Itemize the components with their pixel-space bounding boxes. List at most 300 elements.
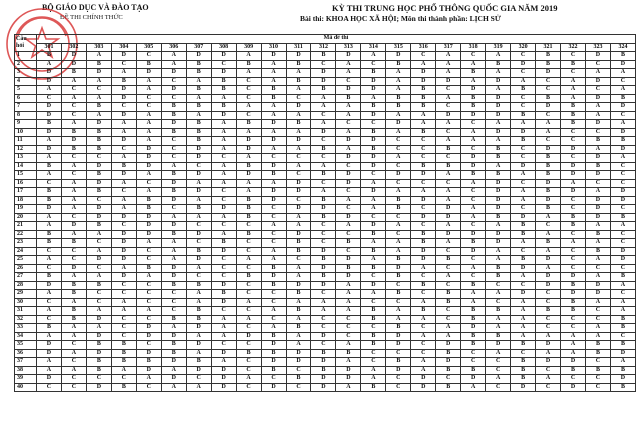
official-exam-label: ĐỀ THI CHÍNH THỨC xyxy=(60,14,123,21)
answer-cell: A xyxy=(336,128,361,137)
answer-cell: B xyxy=(111,358,136,367)
answer-cell: A xyxy=(136,239,161,248)
answer-cell: D xyxy=(411,375,436,384)
answer-cell: C xyxy=(311,341,336,350)
answer-cell: A xyxy=(486,86,511,95)
answer-cell: B xyxy=(486,264,511,273)
answer-cell: A xyxy=(336,60,361,69)
answer-cell: B xyxy=(136,196,161,205)
answer-cell: C xyxy=(236,111,261,120)
answer-cell: B xyxy=(161,128,186,137)
exam-code-309: 309 xyxy=(236,43,261,52)
answer-cell: D xyxy=(286,230,311,239)
answer-cell: C xyxy=(161,145,186,154)
answer-cell: B xyxy=(336,94,361,103)
answer-cell: A xyxy=(61,196,86,205)
answer-cell: A xyxy=(211,145,236,154)
answer-cell: D xyxy=(461,375,486,384)
answer-cell: D xyxy=(386,332,411,341)
answer-cell: A xyxy=(211,120,236,129)
answer-cell: B xyxy=(461,332,486,341)
answer-cell: A xyxy=(261,77,286,86)
answer-cell: B xyxy=(386,324,411,333)
answer-cell: A xyxy=(386,307,411,316)
answer-cell: A xyxy=(461,179,486,188)
answer-cell: C xyxy=(111,188,136,197)
answer-cell: B xyxy=(311,196,336,205)
answer-cell: C xyxy=(585,375,610,384)
answer-cell: D xyxy=(461,154,486,163)
answer-cell: B xyxy=(436,349,461,358)
answer-cell: C xyxy=(86,264,111,273)
question-number: 32 xyxy=(15,315,37,324)
answer-cell: D xyxy=(361,137,386,146)
answer-cell: A xyxy=(286,128,311,137)
answer-cell: B xyxy=(336,239,361,248)
question-number: 4 xyxy=(15,77,37,86)
answer-cell: D xyxy=(86,383,111,392)
answer-cell: B xyxy=(486,171,511,180)
answer-cell: D xyxy=(585,205,610,214)
answer-cell: A xyxy=(536,349,561,358)
answer-cell: B xyxy=(461,366,486,375)
answer-cell: C xyxy=(361,120,386,129)
answer-cell: B xyxy=(561,222,586,231)
answer-cell: D xyxy=(37,111,62,120)
answer-cell: A xyxy=(161,383,186,392)
answer-cell: C xyxy=(436,307,461,316)
answer-cell: A xyxy=(136,375,161,384)
answer-cell: D xyxy=(161,69,186,78)
answer-cell: C xyxy=(61,111,86,120)
answer-cell: C xyxy=(386,162,411,171)
answer-cell: B xyxy=(286,77,311,86)
answer-cell: B xyxy=(111,341,136,350)
answer-cell: C xyxy=(361,358,386,367)
answer-cell: C xyxy=(386,179,411,188)
answer-cell: D xyxy=(486,196,511,205)
answer-cell: A xyxy=(61,230,86,239)
answer-cell: A xyxy=(585,69,610,78)
answer-cell: D xyxy=(461,86,486,95)
answer-cell: C xyxy=(311,111,336,120)
answer-cell: A xyxy=(311,120,336,129)
answer-cell: C xyxy=(486,383,511,392)
answer-cell: B xyxy=(461,239,486,248)
answer-cell: A xyxy=(336,103,361,112)
answer-cell: A xyxy=(436,120,461,129)
answer-cell: A xyxy=(186,298,211,307)
answer-cell: D xyxy=(186,171,211,180)
answer-cell: C xyxy=(336,188,361,197)
answer-cell: D xyxy=(336,52,361,61)
table-row xyxy=(15,298,636,307)
answer-cell: D xyxy=(136,349,161,358)
exam-title: KỲ THI TRUNG HỌC PHỔ THÔNG QUỐC GIA NĂM 2019 xyxy=(332,3,558,13)
answer-cell: A xyxy=(186,111,211,120)
answer-cell: D xyxy=(161,179,186,188)
answer-cell: D xyxy=(585,52,610,61)
answer-cell: B xyxy=(261,86,286,95)
answer-cell: B xyxy=(37,230,62,239)
answer-cell: C xyxy=(111,290,136,299)
answer-cell: A xyxy=(610,222,635,231)
answer-cell: D xyxy=(211,52,236,61)
answer-cell: C xyxy=(286,383,311,392)
answer-cell: A xyxy=(37,213,62,222)
answer-cell: B xyxy=(511,86,536,95)
answer-cell: B xyxy=(561,366,586,375)
answer-cell: C xyxy=(585,179,610,188)
answer-cell: B xyxy=(311,52,336,61)
answer-cell: C xyxy=(461,222,486,231)
answer-cell: B xyxy=(211,290,236,299)
answer-cell: C xyxy=(610,264,635,273)
answer-cell: D xyxy=(361,281,386,290)
answer-cell: A xyxy=(286,213,311,222)
answer-cell: A xyxy=(585,145,610,154)
answer-cell: B xyxy=(86,188,111,197)
answer-cell: B xyxy=(511,222,536,231)
question-number: 3 xyxy=(15,69,37,78)
answer-cell: C xyxy=(236,366,261,375)
answer-cell: C xyxy=(461,358,486,367)
question-number: 1 xyxy=(15,52,37,61)
answer-cell: D xyxy=(211,298,236,307)
answer-cell: A xyxy=(361,179,386,188)
answer-cell: A xyxy=(37,60,62,69)
answer-cell: C xyxy=(486,298,511,307)
answer-cell: D xyxy=(211,247,236,256)
answer-cell: C xyxy=(461,256,486,265)
ministry-title: BỘ GIÁO DỤC VÀ ĐÀO TẠO xyxy=(42,3,149,12)
answer-cell: C xyxy=(536,77,561,86)
answer-cell: C xyxy=(61,256,86,265)
answer-cell: B xyxy=(536,239,561,248)
answer-cell: A xyxy=(511,273,536,282)
answer-cell: D xyxy=(610,375,635,384)
question-number: 23 xyxy=(15,239,37,248)
answer-cell: A xyxy=(436,60,461,69)
answer-cell: A xyxy=(585,111,610,120)
answer-cell: D xyxy=(37,69,62,78)
answer-cell: C xyxy=(136,256,161,265)
answer-cell: C xyxy=(261,239,286,248)
answer-cell: B xyxy=(511,230,536,239)
answer-cell: B xyxy=(610,366,635,375)
answer-cell: A xyxy=(610,86,635,95)
answer-cell: B xyxy=(136,60,161,69)
answer-cell: A xyxy=(111,264,136,273)
answer-cell: A xyxy=(161,213,186,222)
answer-cell: B xyxy=(511,111,536,120)
answer-cell: C xyxy=(211,154,236,163)
answer-cell: A xyxy=(361,366,386,375)
answer-cell: A xyxy=(37,154,62,163)
answer-cell: C xyxy=(511,145,536,154)
answer-cell: D xyxy=(61,222,86,231)
answer-cell: A xyxy=(311,307,336,316)
answer-cell: D xyxy=(536,358,561,367)
answer-cell: A xyxy=(186,349,211,358)
answer-cell: B xyxy=(511,137,536,146)
answer-cell: D xyxy=(311,375,336,384)
answer-cell: C xyxy=(86,86,111,95)
answer-cell: D xyxy=(261,120,286,129)
answer-cell: D xyxy=(161,375,186,384)
answer-cell: D xyxy=(61,137,86,146)
answer-cell: C xyxy=(610,230,635,239)
answer-cell: C xyxy=(236,383,261,392)
answer-cell: C xyxy=(136,103,161,112)
answer-cell: A xyxy=(461,264,486,273)
answer-cell: A xyxy=(186,332,211,341)
answer-cell: C xyxy=(286,94,311,103)
answer-cell: D xyxy=(361,154,386,163)
answer-cell: A xyxy=(261,69,286,78)
answer-cell: B xyxy=(136,205,161,214)
answer-cell: A xyxy=(236,256,261,265)
answer-cell: C xyxy=(436,179,461,188)
answer-cell: D xyxy=(136,324,161,333)
answer-cell: C xyxy=(111,375,136,384)
question-number: 30 xyxy=(15,298,37,307)
question-number: 35 xyxy=(15,341,37,350)
question-number: 13 xyxy=(15,154,37,163)
question-number: 12 xyxy=(15,145,37,154)
answer-cell: A xyxy=(610,358,635,367)
answer-cell: A xyxy=(111,196,136,205)
answer-cell: A xyxy=(561,349,586,358)
exam-code-321: 321 xyxy=(536,43,561,52)
answer-cell: A xyxy=(561,332,586,341)
answer-cell: A xyxy=(286,315,311,324)
table-row xyxy=(15,239,636,248)
exam-code-324: 324 xyxy=(610,43,635,52)
answer-cell: D xyxy=(311,264,336,273)
answer-cell: A xyxy=(311,298,336,307)
answer-cell: C xyxy=(536,137,561,146)
answer-cell: C xyxy=(411,52,436,61)
answer-cell: C xyxy=(411,154,436,163)
answer-cell: C xyxy=(610,290,635,299)
answer-cell: A xyxy=(361,196,386,205)
answer-cell: A xyxy=(361,94,386,103)
answer-cell: D xyxy=(536,281,561,290)
answer-cell: A xyxy=(37,366,62,375)
answer-cell: A xyxy=(211,179,236,188)
answer-cell: D xyxy=(111,239,136,248)
answer-cell: C xyxy=(386,375,411,384)
answer-cell: B xyxy=(461,171,486,180)
table-row xyxy=(15,103,636,112)
answer-cell: B xyxy=(37,188,62,197)
answer-cell: C xyxy=(610,205,635,214)
answer-cell: C xyxy=(536,315,561,324)
answer-cell: A xyxy=(236,188,261,197)
answer-cell: D xyxy=(561,358,586,367)
answer-cell: B xyxy=(461,103,486,112)
table-row xyxy=(15,307,636,316)
answer-cell: D xyxy=(161,332,186,341)
answer-cell: A xyxy=(286,332,311,341)
answer-cell: C xyxy=(37,94,62,103)
answer-cell: D xyxy=(261,273,286,282)
answer-cell: B xyxy=(186,358,211,367)
answer-cell: D xyxy=(311,128,336,137)
answer-cell: C xyxy=(111,222,136,231)
answer-cell: C xyxy=(37,179,62,188)
answer-cell: A xyxy=(511,324,536,333)
answer-cell: D xyxy=(486,230,511,239)
answer-cell: B xyxy=(511,375,536,384)
answer-cell: B xyxy=(461,281,486,290)
answer-cell: B xyxy=(61,290,86,299)
answer-cell: A xyxy=(436,171,461,180)
answer-cell: D xyxy=(111,86,136,95)
answer-cell: D xyxy=(411,383,436,392)
answer-cell: D xyxy=(136,154,161,163)
answer-cell: D xyxy=(261,137,286,146)
answer-cell: D xyxy=(236,145,261,154)
answer-cell: A xyxy=(136,111,161,120)
answer-cell: A xyxy=(536,128,561,137)
answer-cell: C xyxy=(311,324,336,333)
table-row xyxy=(15,179,636,188)
question-number: 40 xyxy=(15,383,37,392)
answer-cell: A xyxy=(386,86,411,95)
answer-cell: D xyxy=(161,264,186,273)
table-row xyxy=(15,273,636,282)
answer-cell: B xyxy=(561,103,586,112)
answer-cell: C xyxy=(111,60,136,69)
answer-cell: D xyxy=(261,188,286,197)
table-row xyxy=(15,77,636,86)
answer-cell: D xyxy=(486,111,511,120)
table-row xyxy=(15,188,636,197)
answer-cell: C xyxy=(211,222,236,231)
answer-cell: B xyxy=(536,94,561,103)
question-number: 21 xyxy=(15,222,37,231)
answer-cell: C xyxy=(86,239,111,248)
answer-cell: A xyxy=(386,239,411,248)
answer-cell: A xyxy=(261,256,286,265)
answer-cell: C xyxy=(61,86,86,95)
answer-cell: D xyxy=(37,349,62,358)
answer-cell: A xyxy=(511,315,536,324)
answer-cell: A xyxy=(436,188,461,197)
answer-cell: D xyxy=(411,213,436,222)
answer-cell: A xyxy=(236,375,261,384)
answer-cell: A xyxy=(436,52,461,61)
answer-cell: B xyxy=(311,256,336,265)
answer-cell: B xyxy=(585,349,610,358)
answer-cell: D xyxy=(361,77,386,86)
table-row xyxy=(15,341,636,350)
answer-cell: B xyxy=(186,281,211,290)
answer-cell: A xyxy=(37,307,62,316)
answer-cell: D xyxy=(86,349,111,358)
answer-cell: C xyxy=(37,315,62,324)
answer-cell: C xyxy=(311,290,336,299)
answer-cell: C xyxy=(511,94,536,103)
answer-cell: C xyxy=(286,154,311,163)
answer-cell: D xyxy=(436,205,461,214)
answer-cell: A xyxy=(610,307,635,316)
answer-cell: D xyxy=(361,188,386,197)
answer-cell: D xyxy=(610,349,635,358)
answer-cell: B xyxy=(610,315,635,324)
answer-cell: D xyxy=(336,213,361,222)
answer-cell: D xyxy=(261,358,286,367)
answer-cell: B xyxy=(486,307,511,316)
answer-cell: D xyxy=(610,188,635,197)
answer-cell: A xyxy=(486,120,511,129)
answer-cell: C xyxy=(561,256,586,265)
answer-cell: A xyxy=(286,145,311,154)
answer-cell: B xyxy=(610,273,635,282)
answer-cell: B xyxy=(311,171,336,180)
answer-cell: B xyxy=(436,298,461,307)
question-number: 17 xyxy=(15,188,37,197)
answer-cell: C xyxy=(311,60,336,69)
table-row xyxy=(15,162,636,171)
table-row xyxy=(15,358,636,367)
answer-cell: A xyxy=(161,256,186,265)
answer-cell: C xyxy=(161,298,186,307)
answer-cell: A xyxy=(436,94,461,103)
answer-cell: B xyxy=(136,264,161,273)
exam-code-315: 315 xyxy=(386,43,411,52)
answer-cell: D xyxy=(136,366,161,375)
answer-cell: A xyxy=(336,298,361,307)
answer-cell: B xyxy=(561,213,586,222)
answer-cell: D xyxy=(286,103,311,112)
answer-cell: A xyxy=(86,247,111,256)
answer-cell: A xyxy=(511,77,536,86)
answer-cell: C xyxy=(111,103,136,112)
answer-cell: A xyxy=(361,290,386,299)
answer-key-table xyxy=(14,34,636,392)
answer-cell: B xyxy=(511,341,536,350)
answer-cell: B xyxy=(585,247,610,256)
answer-cell: C xyxy=(86,290,111,299)
answer-cell: D xyxy=(486,188,511,197)
answer-cell: D xyxy=(486,77,511,86)
question-number: 39 xyxy=(15,375,37,384)
answer-cell: A xyxy=(411,298,436,307)
answer-cell: A xyxy=(86,230,111,239)
answer-cell: C xyxy=(161,154,186,163)
answer-cell: A xyxy=(111,120,136,129)
question-number: 18 xyxy=(15,196,37,205)
answer-cell: A xyxy=(136,188,161,197)
answer-cell: A xyxy=(585,256,610,265)
answer-cell: D xyxy=(211,375,236,384)
answer-cell: C xyxy=(361,324,386,333)
answer-cell: B xyxy=(311,145,336,154)
answer-cell: C xyxy=(136,341,161,350)
answer-cell: C xyxy=(161,137,186,146)
exam-code-307: 307 xyxy=(186,43,211,52)
answer-cell: C xyxy=(561,315,586,324)
answer-cell: C xyxy=(236,307,261,316)
answer-cell: A xyxy=(161,162,186,171)
answer-cell: C xyxy=(236,77,261,86)
answer-cell: D xyxy=(561,188,586,197)
answer-cell: B xyxy=(236,273,261,282)
answer-cell: C xyxy=(461,188,486,197)
